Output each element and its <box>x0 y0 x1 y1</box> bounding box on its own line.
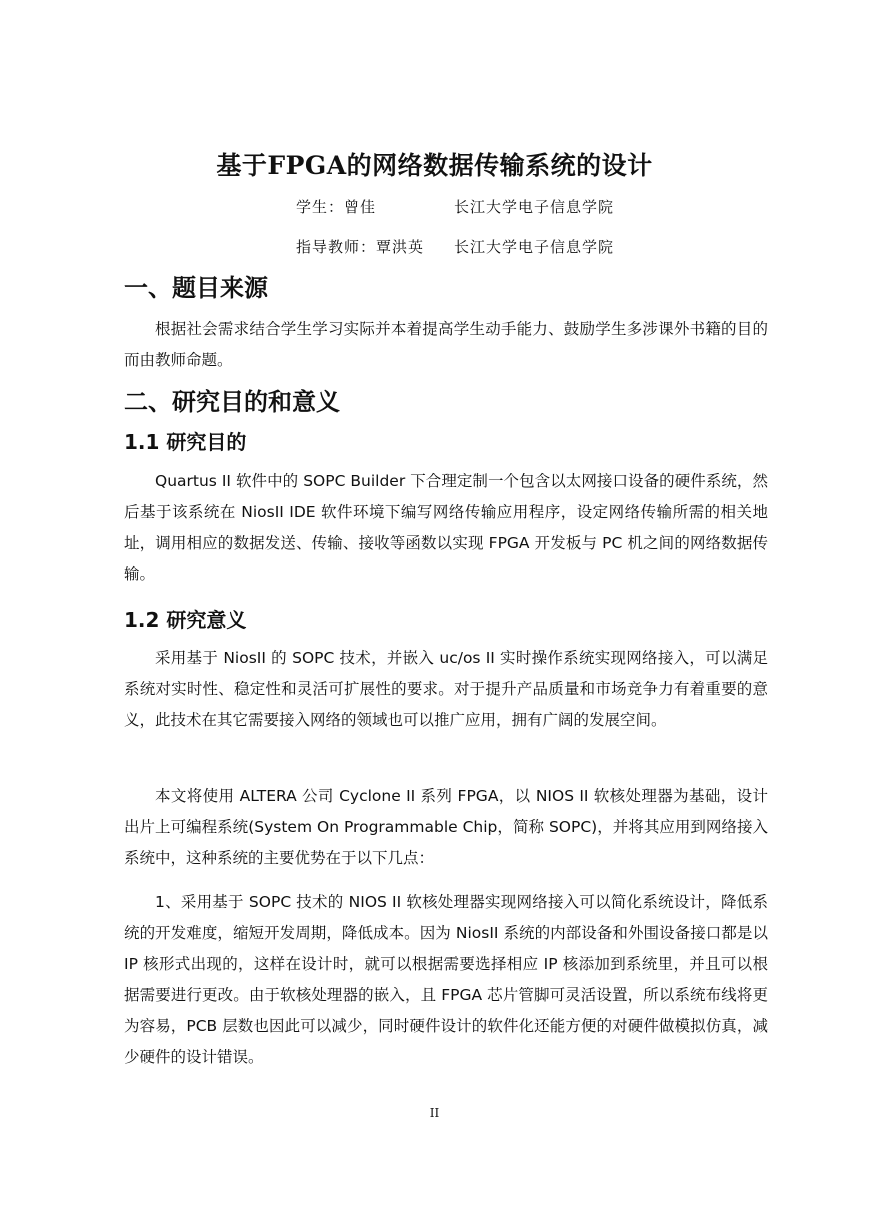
author-line <box>296 196 614 217</box>
subsection-heading-purpose: 1.1 研究目的 <box>124 430 247 454</box>
author-name: 学生：曾佳 <box>296 198 377 216</box>
paragraph-significance-2: 本文将使用 ALTERA 公司 Cyclone II 系列 FPGA，以 NIOS II 软核处理器为基础，设计出片上可编程系统(System On Programmable Chip，简称 SOPC)，并将其应用到网络接入系统中，这种系统的主要优势在于以下几点： <box>124 787 768 867</box>
advisor-name: 指导教师：覃洪英 <box>296 238 425 256</box>
paragraph-purpose: Quartus II 软件中的 SOPC Builder 下合理定制一个包含以太网接口设备的硬件系统，然后基于该系统在 NiosII IDE 软件环境下编写网络传输应用程序，设定网络传输所需的相关地址，调用相应的数据发送、传输、接收等函数以实现 FPGA 开发板与 PC 机之间的网络数据传输。 <box>124 472 768 583</box>
advisor-org: 长江大学电子信息学院 <box>454 238 615 256</box>
paragraph-topic-source: 根据社会需求结合学生学习实际并本着提高学生动手能力、鼓励学生多涉课外书籍的目的而由教师命题。 <box>124 320 768 369</box>
advisor-line <box>296 236 614 257</box>
page-number: II <box>429 1106 440 1120</box>
section-heading-topic-source: 一、题目来源 <box>124 274 268 302</box>
author-org: 长江大学电子信息学院 <box>454 198 615 216</box>
paragraph-advantage-1: 1、采用基于 SOPC 技术的 NIOS II 软核处理器实现网络接入可以简化系统设计，降低系统的开发难度，缩短开发周期，降低成本。因为 NiosII 系统的内部设备和外围设备接口都是以 IP 核形式出现的，这样在设计时，就可以根据需要选择相应 IP 核添加到系统里，并且可以根据需要进行更改。由于软核处理器的嵌入，且 FPGA 芯片管脚可灵活设置，所以系统布线将更为容易，PCB 层数也因此可以减少，同时硬件设计的软件化还能方便的对硬件做模拟仿真，减少硬件的设计错误。 <box>124 893 768 1066</box>
document-title: 基于FPGA的网络数据传输系统的设计 <box>216 151 653 180</box>
subsection-heading-significance: 1.2 研究意义 <box>124 608 247 632</box>
section-heading-purpose: 二、研究目的和意义 <box>124 388 340 416</box>
paragraph-significance-1: 采用基于 NiosII 的 SOPC 技术，并嵌入 uc/os II 实时操作系统实现网络接入，可以满足系统对实时性、稳定性和灵活可扩展性的要求。对于提升产品质量和市场竞争力有着重要的意义，此技术在其它需要接入网络的领域也可以推广应用，拥有广阔的发展空间。 <box>124 649 768 729</box>
